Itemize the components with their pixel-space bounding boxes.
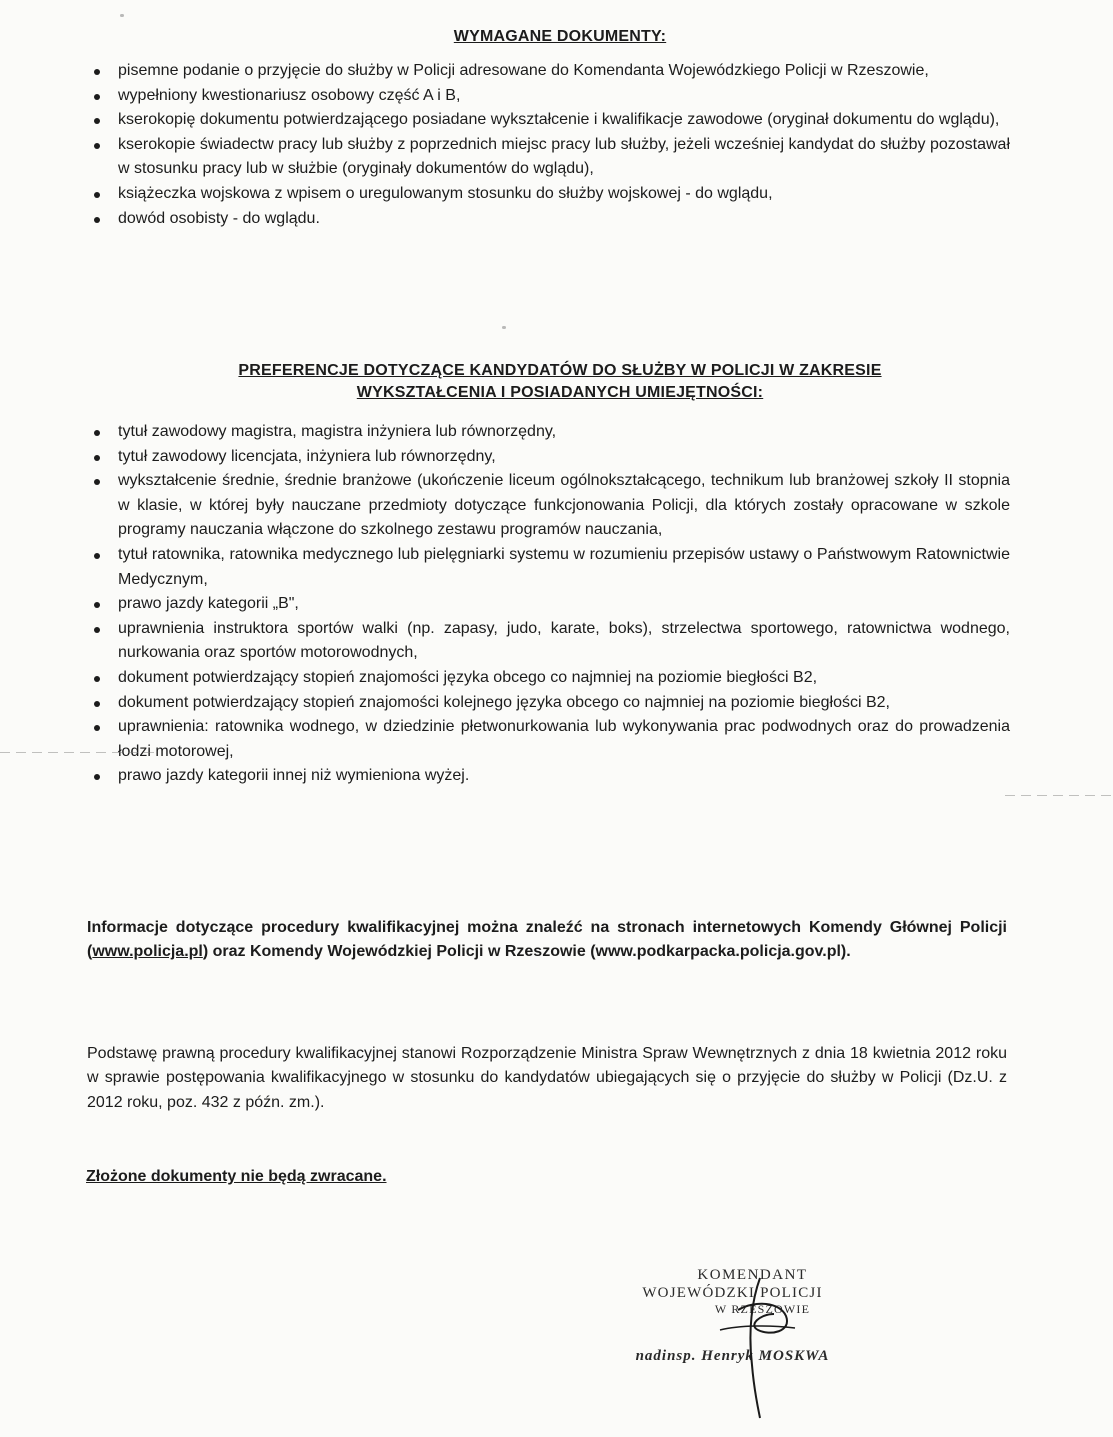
list-item: dokument potwierdzający stopień znajomości języka obcego co najmniej na poziomie biegłości B2, <box>92 666 1010 691</box>
bullet-icon <box>94 627 100 633</box>
scan-artifact-line <box>1005 795 1113 796</box>
list-item: pisemne podanie o przyjęcie do służby w Policji adresowane do Komendanta Wojewódzkiego Policji w Rzeszowie, <box>92 59 1010 84</box>
preferences-heading-line2: WYKSZTAŁCENIA I POSIADANYCH UMIEJĘTNOŚCI: <box>356 384 764 401</box>
list-item: dowód osobisty - do wglądu. <box>92 207 1010 232</box>
required-documents-list <box>92 59 1010 231</box>
stamp-line1: KOMENDANT <box>697 1267 808 1283</box>
handwritten-signature-icon <box>700 1270 810 1420</box>
procedure-info-paragraph: Informacje dotyczące procedury kwalifikacyjnej można znaleźć na stronach internetowych Komendy Głównej Policji (www.policja.pl) oraz Komendy Wojewódzkiej Policji w Rzeszowie (www.podkarpacka.policja.gov.pl). <box>87 919 1007 961</box>
bullet-icon <box>94 479 100 485</box>
bullet-icon <box>94 143 100 149</box>
stamp-signer: nadinsp. Henryk MOSKWA <box>635 1348 830 1364</box>
bullet-icon <box>94 725 100 731</box>
legal-basis-paragraph: Podstawę prawną procedury kwalifikacyjnej stanowi Rozporządzenie Ministra Spraw Wewnętrznych z dnia 18 kwietnia 2012 roku w sprawie postępowania kwalifikacyjnego w stosunku do kandydatów ubiegających się o przyjęcie do służby w Policji (Dz.U. z 2012 roku, poz. 432 z późn. zm.). <box>87 1045 1007 1111</box>
scan-speck <box>120 14 124 17</box>
stamp-line2: WOJEWÓDZKI POLICJI <box>642 1285 823 1301</box>
bullet-icon <box>94 602 100 608</box>
list-item: prawo jazdy kategorii innej niż wymieniona wyżej. <box>92 764 1010 789</box>
bullet-icon <box>94 701 100 707</box>
bullet-icon <box>94 118 100 124</box>
list-item: wypełniony kwestionariusz osobowy część A i B, <box>92 84 1010 109</box>
bullet-icon <box>94 553 100 559</box>
scan-speck <box>502 326 506 329</box>
list-item: uprawnienia: ratownika wodnego, w dziedzinie płetwonurkowania lub wykonywania prac podwodnych oraz do prowadzenia łodzi motorowej, <box>92 715 1010 764</box>
stamp-line3: W RZESZOWIE <box>714 1302 811 1316</box>
policja-link[interactable]: www.policja.pl <box>92 943 203 961</box>
list-item: tytuł zawodowy licencjata, inżyniera lub równorzędny, <box>92 445 1010 470</box>
required-documents-heading: WYMAGANE DOKUMENTY: <box>453 28 667 45</box>
preferences-heading-line1: PREFERENCJE DOTYCZĄCE KANDYDATÓW DO SŁUŻBY W POLICJI W ZAKRESIE <box>238 362 882 379</box>
bullet-icon <box>94 455 100 461</box>
list-item: wykształcenie średnie, średnie branżowe (ukończenie liceum ogólnokształcącego, technikum lub branżowej szkoły II stopnia w klasie, w której były nauczane przedmioty dotyczące funkcjonowania Policji, dla których zostały opracowane w szkole programy nauczania włączone do szkolnego zestawu programów nauczania, <box>92 469 1010 543</box>
podkarpacka-link[interactable]: www.podkarpacka.policja.gov.pl <box>595 943 841 961</box>
list-item: uprawnienia instruktora sportów walki (np. zapasy, judo, karate, boks), strzelectwa sportowego, ratownictwa wodnego, nurkowania oraz sportów motorowodnych, <box>92 617 1010 666</box>
preferences-heading <box>60 360 1060 404</box>
bullet-icon <box>94 94 100 100</box>
list-item: książeczka wojskowa z wpisem o uregulowanym stosunku do służby wojskowej - do wglądu, <box>92 182 1010 207</box>
list-item: prawo jazdy kategorii „B", <box>92 592 1010 617</box>
list-item: kserokopię dokumentu potwierdzającego posiadane wykształcenie i kwalifikacje zawodowe (oryginał dokumentu do wglądu), <box>92 108 1010 133</box>
bullet-icon <box>94 430 100 436</box>
scan-artifact-line <box>0 752 160 753</box>
list-item: dokument potwierdzający stopień znajomości kolejnego języka obcego co najmniej na poziomie biegłości B2, <box>92 691 1010 716</box>
bullet-icon <box>94 774 100 780</box>
list-item: kserokopie świadectw pracy lub służby z poprzednich miejsc pracy lub służby, jeżeli wcześniej kandydat do służby pozostawał w stosunku pracy lub w służbie (oryginały dokumentów do wglądu), <box>92 133 1010 182</box>
list-item: tytuł zawodowy magistra, magistra inżyniera lub równorzędny, <box>92 420 1010 445</box>
bullet-icon <box>94 217 100 223</box>
documents-not-returned-note: Złożone dokumenty nie będą zwracane. <box>86 1168 387 1185</box>
bullet-icon <box>94 192 100 198</box>
preferences-list <box>92 420 1010 789</box>
bullet-icon <box>94 676 100 682</box>
bullet-icon <box>94 69 100 75</box>
list-item: tytuł ratownika, ratownika medycznego lub pielęgniarki systemu w rozumieniu przepisów ustawy o Państwowym Ratownictwie Medycznym, <box>92 543 1010 592</box>
